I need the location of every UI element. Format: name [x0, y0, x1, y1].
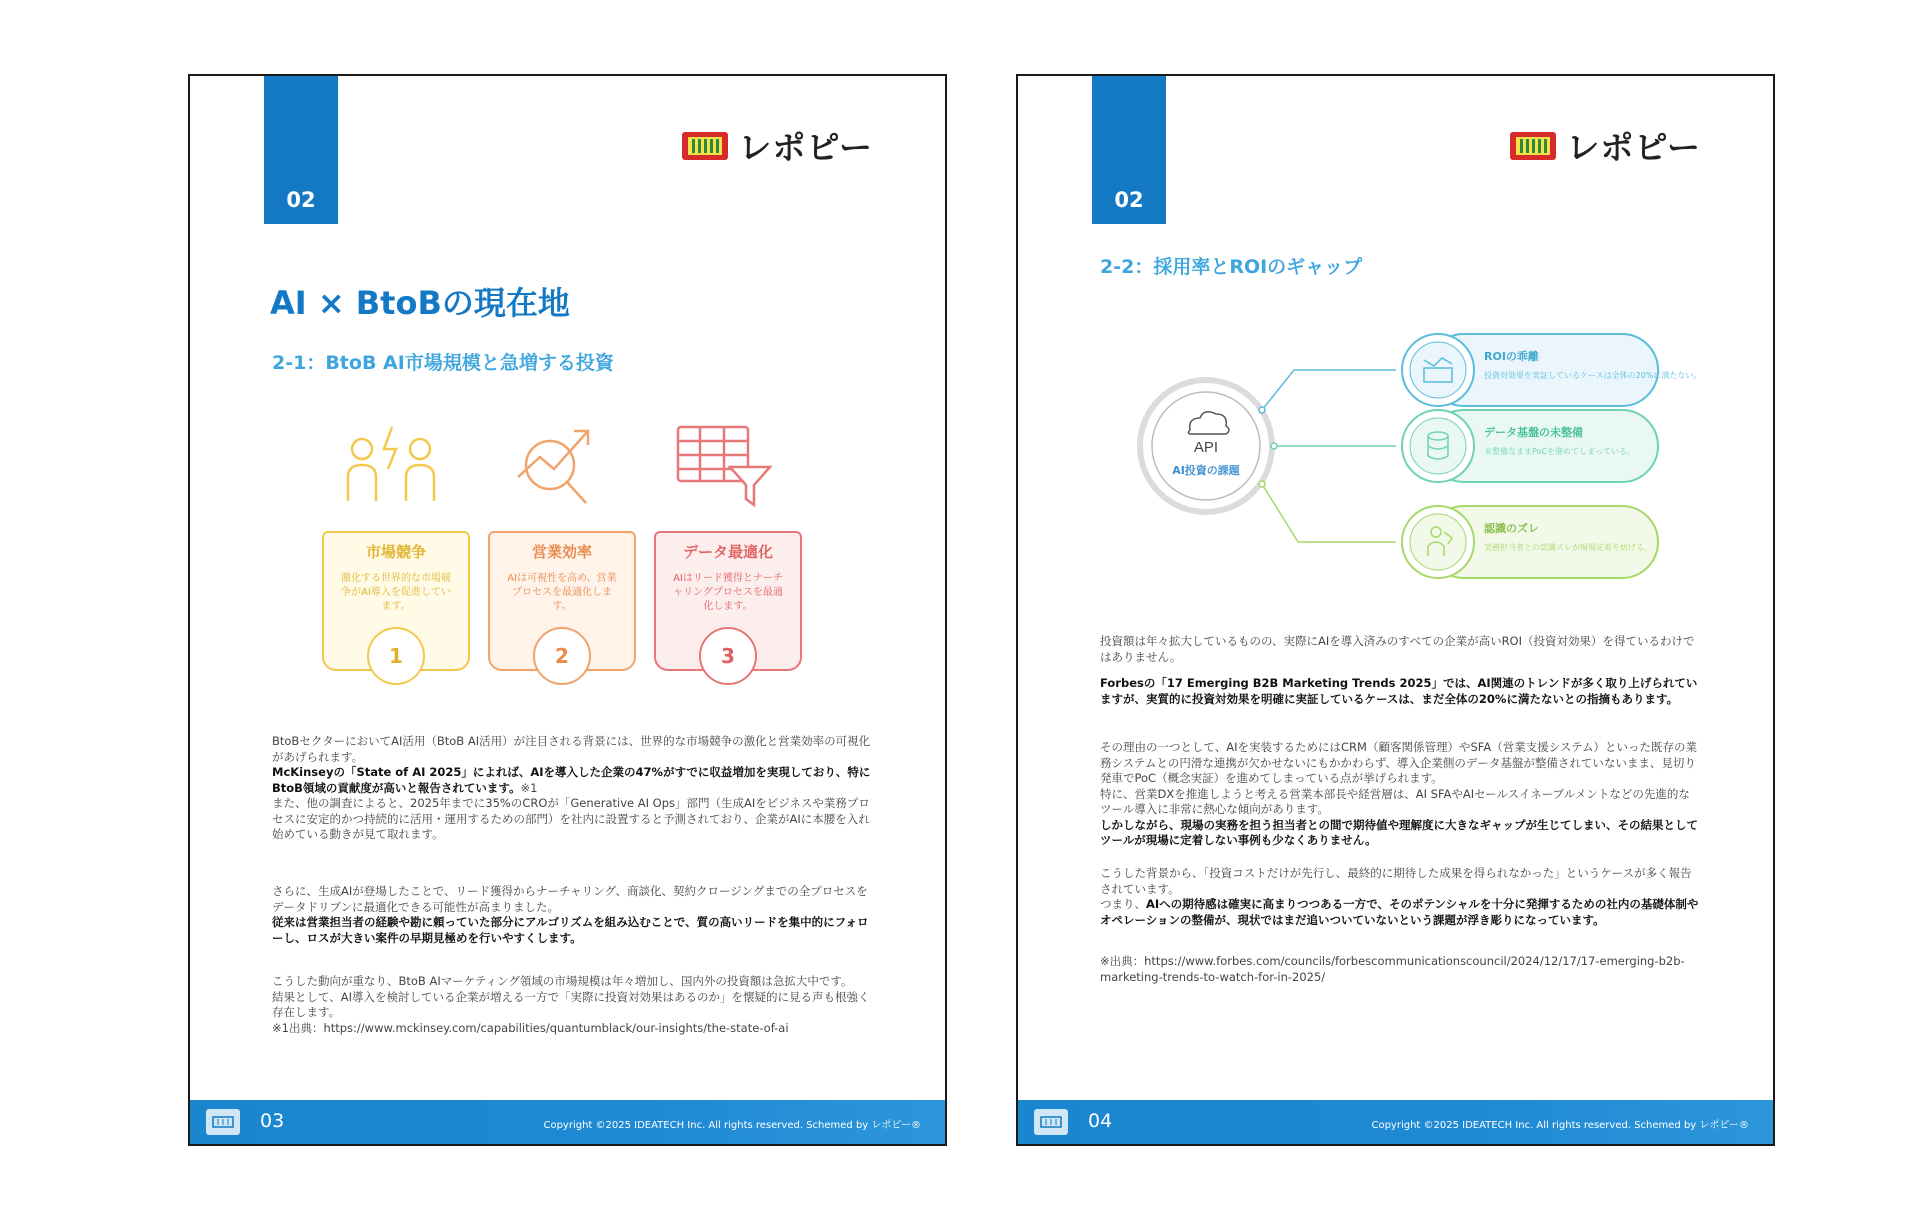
paragraph: こうした動向が重なり、BtoB AIマーケティング領域の市場規模は年々増加し、国内外の投資額は急拡大中です。 — [272, 974, 853, 988]
card-sales-efficiency — [488, 421, 636, 691]
page-number: 03 — [260, 1110, 285, 1132]
issue-title: 認識のズレ — [1484, 522, 1539, 535]
paragraph: BtoBセクターにおいてAI活用（BtoB AI活用）が注目される背景には、世界的な市場競争の激化と営業効率の可視化があげられます。 — [272, 734, 871, 764]
paragraph-prefix: つまり、 — [1100, 897, 1146, 911]
efficiency-icon — [506, 421, 610, 513]
footer-logo-icon — [1034, 1109, 1068, 1135]
issue-title: データ基盤の未整備 — [1484, 426, 1583, 439]
issue-item-roi — [1402, 334, 1701, 406]
section-tab — [1092, 76, 1166, 224]
body-text-block-4 — [1100, 866, 1700, 928]
logo-mark-icon — [680, 126, 730, 166]
logo-mark-icon — [1508, 126, 1558, 166]
factor-cards — [322, 421, 802, 691]
page-footer — [1018, 1100, 1773, 1144]
connector-line — [1262, 370, 1396, 410]
source-block — [1100, 954, 1700, 985]
paragraph: また、他の調査によると、2025年までに35%のCROが「Generative AI Ops」部門（生成AIをビジネスや業務プロセスに安定的かつ持続的に活用・運用するための部門）を社内に設置すると予測されており、企業がAIに本腰を入れ始めている動きが見て取れます。 — [272, 796, 870, 841]
card-number: 3 — [699, 627, 757, 685]
footnote-marker: ※1 — [520, 780, 538, 795]
paragraph-bold: 従来は営業担当者の経験や勘に頼っていた部分にアルゴリズムを組み込むことで、質の高いリードを集中的にフォローし、ロスが大きい案件の早期見極めを行いやすくします。 — [272, 915, 869, 945]
brand-logo — [680, 122, 873, 169]
body-text-block-2 — [272, 884, 872, 946]
copyright: Copyright ©2025 IDEATECH Inc. All rights reserved. Schemed by レポピー® — [1371, 1120, 1749, 1131]
document-page-left — [188, 74, 947, 1146]
center-title: AI投資の課題 — [1172, 464, 1240, 477]
paragraph-bold: McKinseyの「State of AI 2025」によれば、AIを導入した企業の47%がすでに収益増加を実現しており、特にBtoB領域の貢献度が高いと報告されています。 — [272, 765, 871, 795]
page-title: AI × BtoBの現在地 — [270, 284, 570, 322]
paragraph-bold: Forbesの「17 Emerging B2B Marketing Trends 2025」では、AI関連のトレンドが多く取り上げられていますが、実質的に投資対効果を明確に実証しているケースは、まだ全体の20%に満たないとの指摘もあります。 — [1100, 676, 1698, 706]
source-citation: ※出典：https://www.forbes.com/councils/forbescommunicationscouncil/2024/12/17/17-emerging-b2b-marketing-trends-to-watch-for-in-2025/ — [1100, 954, 1685, 984]
section-tab-number: 02 — [286, 188, 316, 212]
card-title: 営業効率 — [531, 543, 592, 561]
card-description: AIはリード獲得とナーチャリングプロセスを最適化します。 — [673, 573, 783, 612]
body-text-block-1 — [1100, 634, 1700, 665]
section-tab — [264, 76, 338, 224]
connector-line — [1262, 484, 1396, 542]
issue-title: ROIの乖離 — [1484, 350, 1539, 363]
page-footer — [190, 1100, 945, 1144]
paragraph: さらに、生成AIが登場したことで、リード獲得からナーチャリング、商談化、契約クロージングまでの全プロセスをデータドリブンに最適化できる可能性が高まりました。 — [272, 884, 868, 914]
paragraph-bold: AIへの期待感は確実に高まりつつある一方で、そのポテンシャルを十分に発揮するための社内の基礎体制やオペレーションの整備が、現状ではまだ追いついていないという課題が浮き彫りになっています。 — [1100, 897, 1699, 927]
issue-description: 未整備なままPoCを進めてしまっている。 — [1484, 447, 1636, 456]
logo-text: レポピー — [738, 128, 873, 167]
paragraph: こうした背景から、「投資コストだけが先行し、最終的に期待した成果を得られなかった」というケースが多く報告されています。 — [1100, 866, 1692, 896]
issue-item-data-foundation — [1402, 410, 1658, 482]
brand-logo — [1508, 122, 1701, 169]
issue-item-perception-gap — [1402, 506, 1658, 578]
paragraph: 特に、営業DXを推進しようと考える営業本部長や経営層は、AI SFAやAIセールスイネーブルメントなどの先進的なツール導入に非常に熱心な傾向があります。 — [1100, 786, 1690, 816]
card-description: AIは可視性を高め、営業プロセスを最適化します。 — [507, 573, 617, 612]
card-market-competition — [322, 421, 470, 691]
card-description: 激化する世界的な市場競争がAI導入を促進しています。 — [341, 573, 451, 612]
body-text-block-3 — [1100, 740, 1700, 849]
paragraph: 投資額は年々拡大しているものの、実際にAIを導入済みのすべての企業が高いROI（投資対効果）を得ているわけではありません。 — [1100, 634, 1695, 664]
page-number: 04 — [1088, 1110, 1113, 1132]
card-number: 2 — [533, 627, 591, 685]
card-title: データ最適化 — [682, 543, 773, 561]
card-title: 市場競争 — [365, 543, 426, 561]
logo-text: レポピー — [1566, 128, 1701, 167]
paragraph: その理由の一つとして、AIを実装するためにはCRM（顧客関係管理）やSFA（営業支援システム）といった既存の業務システムとの円滑な連携が欠かせないにもかかわらず、導入企業側のデータ基盤が整備されていないまま、見切り発車でPoC（概念実証）を進めてしまっている点が挙げられます。 — [1100, 740, 1698, 785]
body-text-block-1 — [272, 734, 872, 843]
body-text-block-3 — [272, 974, 872, 1036]
data-filter-icon — [672, 421, 776, 513]
card-data-optimization — [654, 421, 802, 691]
footer-logo-icon — [206, 1109, 240, 1135]
center-icon-label: API — [1193, 439, 1219, 456]
source-citation: ※1出典：https://www.mckinsey.com/capabilities/quantumblack/our-insights/the-state-of-ai — [272, 1020, 789, 1035]
card-body — [322, 531, 470, 671]
section-subtitle: 2-2：採用率とROIのギャップ — [1100, 256, 1363, 278]
section-subtitle: 2-1：BtoB AI市場規模と急増する投資 — [272, 352, 614, 374]
body-text-block-2 — [1100, 676, 1700, 707]
paragraph-bold: しかしながら、現場の実務を担う担当者との間で期待値や理解度に大きなギャップが生じてしまい、その結果としてツールが現場に定着しない事例も少なくありません。 — [1100, 817, 1698, 847]
card-body — [488, 531, 636, 671]
competition-icon — [340, 421, 444, 513]
ai-investment-diagram — [1138, 306, 1702, 606]
paragraph: 結果として、AI導入を検討している企業が増える一方で「実際に投資対効果はあるのか」を懐疑的に見る声も根強く存在します。 — [272, 989, 870, 1019]
card-body — [654, 531, 802, 671]
issue-description: 実務担当者との認識ズレが現場定着を妨げる。 — [1484, 543, 1652, 552]
issue-description: 投資対効果を実証しているケースは全体の20%に満たない。 — [1484, 371, 1702, 380]
document-page-right — [1016, 74, 1775, 1146]
card-number: 1 — [367, 627, 425, 685]
copyright: Copyright ©2025 IDEATECH Inc. All rights reserved. Schemed by レポピー® — [543, 1120, 921, 1131]
section-tab-number: 02 — [1114, 188, 1144, 212]
